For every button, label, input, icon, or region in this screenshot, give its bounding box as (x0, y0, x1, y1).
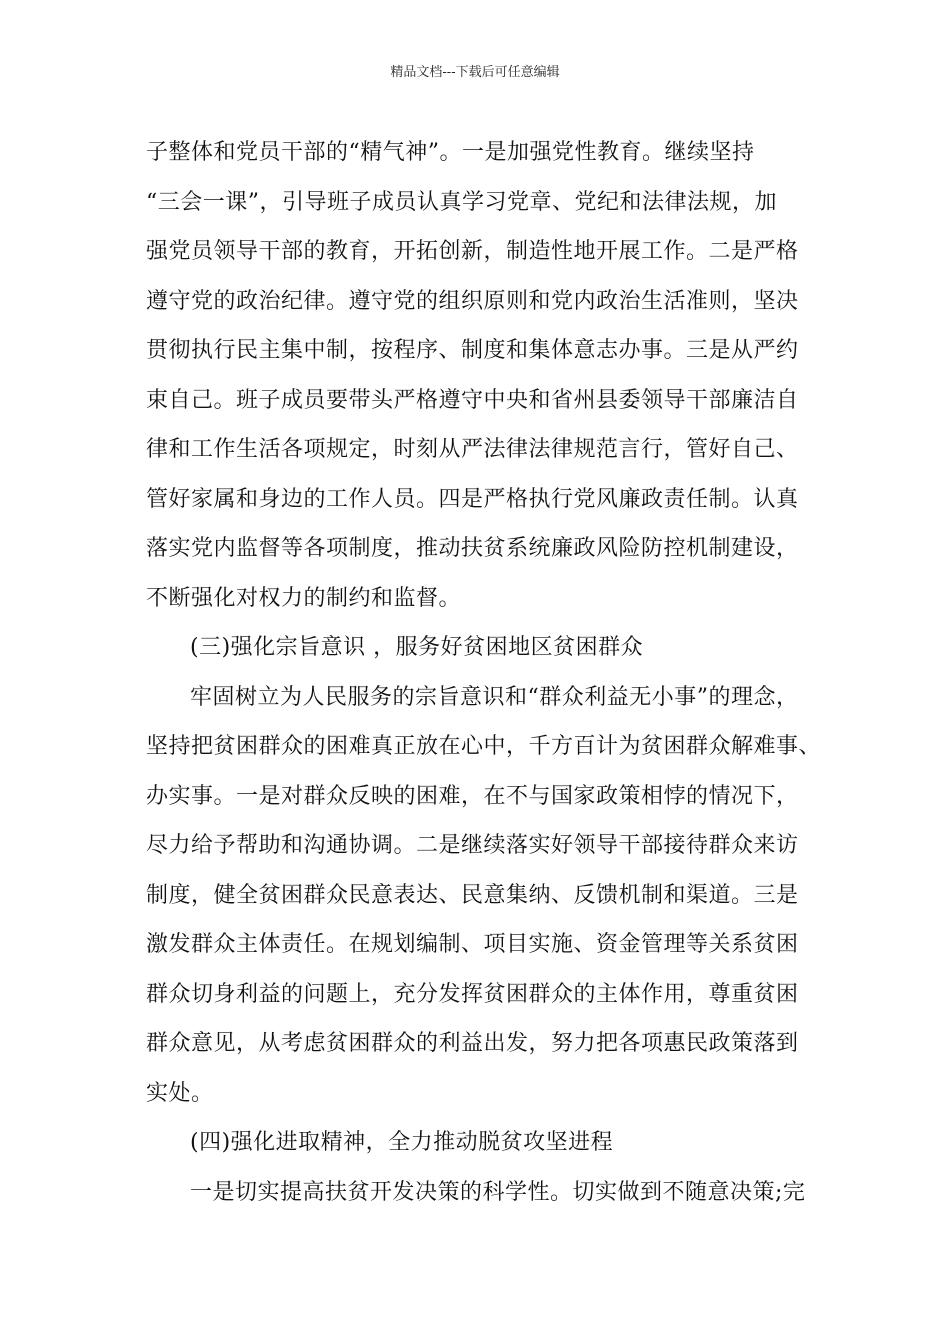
text-line: (三)强化宗旨意识 ，服务好贫困地区贫困群众 (190, 635, 644, 660)
text-line: 遵守党的政治纪律。遵守党的组织原则和党内政治生活准则，坚决 (146, 288, 799, 314)
text-line: 激发群众主体责任。在规划编制、项目实施、资金管理等关系贫困 (146, 932, 799, 957)
text-line: 强党员领导干部的教育，开拓创新，制造性地开展工作。二是严格 (146, 239, 799, 264)
text-line: 一是切实提高扶贫开发决策的科学性。切实做到不随意决策;完 (190, 1179, 806, 1205)
text-line: 群众意见，从考虑贫困群众的利益出发，努力把各项惠民政策落到 (146, 1031, 799, 1056)
text-line: 律和工作生活各项规定，时刻从严法律法律规范言行，管好自己、 (146, 437, 799, 462)
text-line: “三会一课”，引导班子成员认真学习党章、党纪和法律法规，加 (146, 189, 777, 215)
text-line: 不断强化对权力的制约和监督。 (146, 585, 462, 611)
text-line: 束自己。班子成员要带头严格遵守中央和省州县委领导干部廉洁自 (146, 387, 799, 413)
text-line: 落实党内监督等各项制度，推动扶贫系统廉政风险防控机制建设， (146, 536, 799, 561)
text-line: 坚持把贫困群众的困难真正放在心中，千方百计为贫困群众解难事、 (146, 734, 822, 759)
text-line: 贯彻执行民主集中制，按程序、制度和集体意志办事。三是从严约 (146, 338, 799, 363)
text-line: (四)强化进取精神，全力推动脱贫攻坚进程 (190, 1130, 614, 1155)
text-line: 子整体和党员干部的“精气神”。一是加强党性教育。继续坚持 (146, 140, 755, 165)
text-line: 实处。 (146, 1080, 214, 1106)
document-body (146, 132, 846, 1221)
text-line: 群众切身利益的问题上，充分发挥贫困群众的主体作用，尊重贫困 (146, 981, 799, 1007)
text-line: 尽力给予帮助和沟通协调。二是继续落实好领导干部接待群众来访 (146, 833, 799, 858)
text-line: 办实事。一是对群众反映的困难，在不与国家政策相悖的情况下， (146, 783, 799, 809)
text-line: 制度，健全贫困群众民意表达、民意集纳、反馈机制和渠道。三是 (146, 882, 799, 908)
text-line: 管好家属和身边的工作人员。四是严格执行党风廉政责任制。认真 (146, 486, 799, 512)
text-line: 牢固树立为人民服务的宗旨意识和“群众利益无小事”的理念， (190, 684, 799, 710)
page-header: 精品文档---下载后可任意编辑 (390, 65, 560, 80)
